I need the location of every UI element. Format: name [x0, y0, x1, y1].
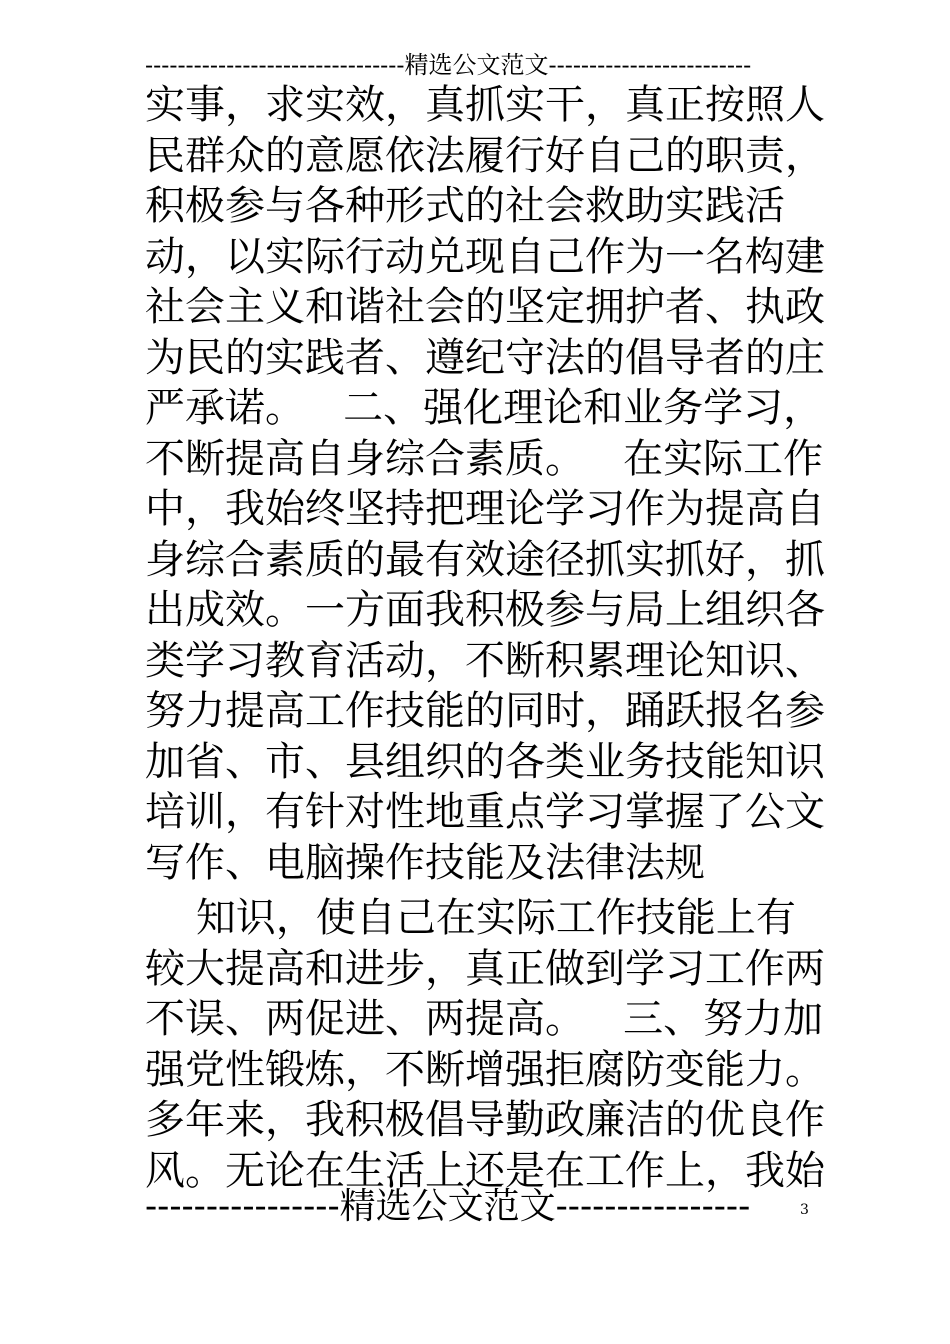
body-line: 出成效。一方面我积极参与局上组织各	[145, 587, 825, 633]
page-number: 3	[800, 1202, 809, 1218]
body-line: 严承诺。 二、强化理论和业务学习，	[145, 385, 824, 431]
body-line: 实事，求实效，真抓实干，真正按照人	[145, 82, 825, 128]
body-line: 强党性锻炼，不断增强拒腐防变能力。	[145, 1046, 825, 1093]
body-line: 身综合素质的最有效途径抓实抓好，抓	[145, 536, 825, 583]
body-line: 风。无论在生活上还是在工作上，我始	[145, 1147, 825, 1194]
page-header: --------------------------------精选公文范文-------------------------	[145, 51, 752, 79]
body-line: 加省、市、县组织的各类业务技能知识	[145, 738, 825, 785]
body-line: 类学习教育活动，不断积累理论知识、	[145, 637, 825, 684]
body-line: 民群众的意愿依法履行好自己的职责，	[145, 132, 825, 179]
body-line: 社会主义和谐社会的坚定拥护者、执政	[145, 284, 825, 330]
body-line: 动，以实际行动兑现自己作为一名构建	[145, 233, 825, 280]
body-line: 为民的实践者、遵纪守法的倡导者的庄	[145, 334, 825, 381]
body-line: 中，我始终坚持把理论学习作为提高自	[145, 486, 825, 532]
body-line: 培训，有针对性地重点学习掌握了公文	[145, 789, 825, 835]
body-line: 不误、两促进、两提高。 三、努力加	[145, 996, 824, 1042]
document-body	[145, 80, 825, 1196]
body-line: 较大提高和进步，真正做到学习工作两	[145, 945, 825, 992]
body-line: 积极参与各种形式的社会救助实践活	[145, 183, 785, 229]
body-line: 知识，使自己在实际工作技能上有	[145, 895, 796, 941]
body-line: 写作、电脑操作技能及法律法规	[145, 839, 705, 886]
body-line: 努力提高工作技能的同时，踊跃报名参	[145, 688, 825, 734]
page-footer: ----------------精选公文范文----------------	[145, 1186, 751, 1227]
body-line: 不断提高自身综合素质。 在实际工作	[145, 435, 824, 482]
body-line: 多年来，我积极倡导勤政廉洁的优良作	[145, 1097, 825, 1143]
